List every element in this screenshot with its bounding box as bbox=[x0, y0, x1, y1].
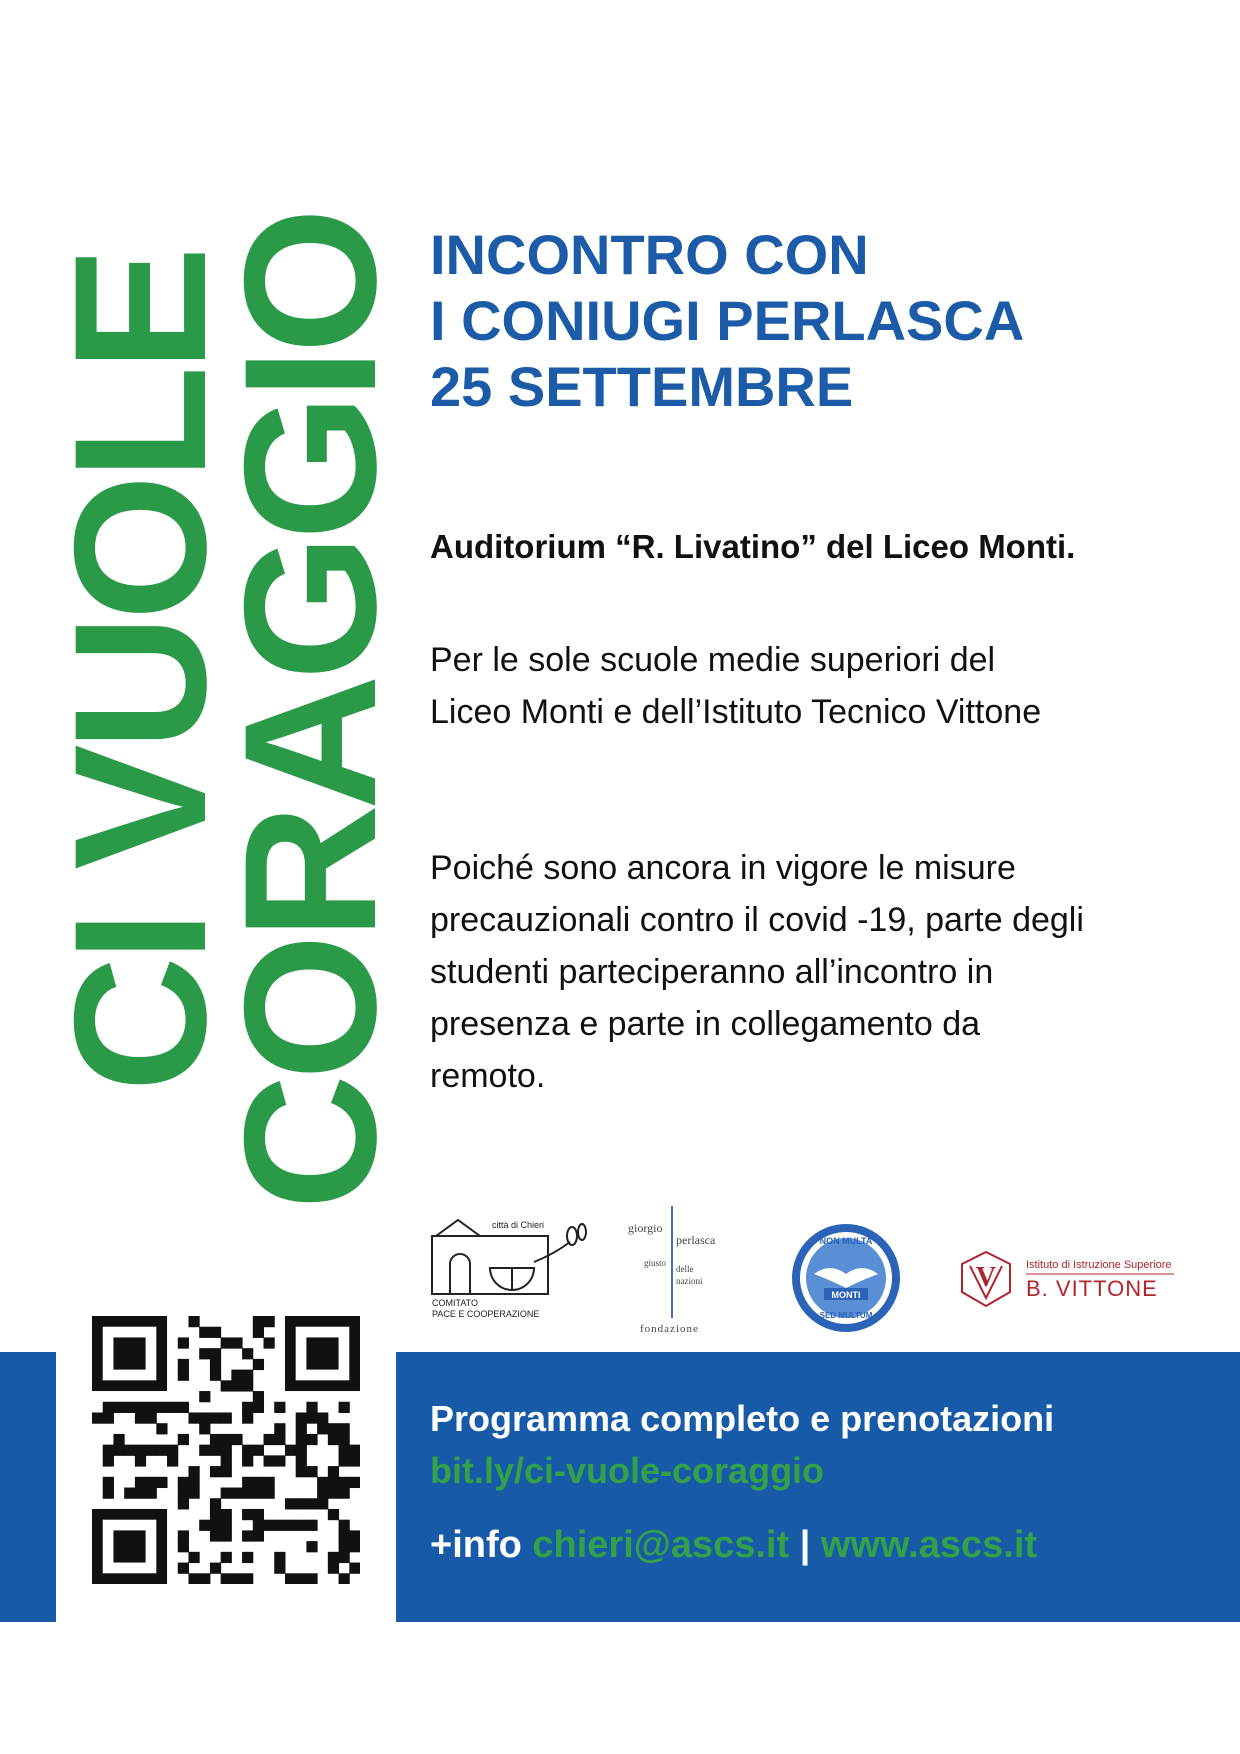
perlasca-foundation-logo bbox=[624, 1206, 734, 1336]
qr-code-icon[interactable] bbox=[92, 1316, 360, 1584]
qr-code-box bbox=[56, 1296, 396, 1622]
headline-line1: INCONTRO CON bbox=[430, 223, 869, 286]
audience-line1: Per le sole scuole medie superiori del bbox=[430, 641, 996, 679]
info-line bbox=[430, 1524, 1037, 1567]
svg-text:B. VITTONE: B. VITTONE bbox=[1026, 1276, 1158, 1301]
program-link[interactable]: bit.ly/ci-vuole-coraggio bbox=[430, 1450, 825, 1491]
vittone-logo-icon bbox=[958, 1248, 1178, 1310]
svg-text:giorgio: giorgio bbox=[628, 1221, 663, 1235]
headline-date: 25 SETTEMBRE bbox=[430, 355, 854, 418]
audience-line2: Liceo Monti e dell’Istituto Tecnico Vittone bbox=[430, 693, 1042, 731]
email-link[interactable]: chieri@ascs.it bbox=[532, 1524, 790, 1566]
monti-seal-icon bbox=[790, 1222, 902, 1334]
perlasca-logo-icon bbox=[624, 1206, 734, 1336]
vittone-institute-logo bbox=[958, 1248, 1178, 1310]
svg-text:giusto: giusto bbox=[644, 1258, 667, 1268]
chieri-logo-icon bbox=[430, 1218, 590, 1320]
svg-text:perlasca: perlasca bbox=[676, 1233, 716, 1247]
audience-paragraph bbox=[430, 634, 1041, 738]
svg-text:nazioni: nazioni bbox=[676, 1276, 703, 1286]
notice-paragraph bbox=[430, 842, 1084, 1102]
svg-text:NON MULTA: NON MULTA bbox=[819, 1236, 873, 1246]
svg-text:COMITATO: COMITATO bbox=[432, 1298, 478, 1308]
website-link[interactable]: www.ascs.it bbox=[820, 1524, 1038, 1566]
vertical-title-line1: CI VUOLE bbox=[35, 252, 245, 1092]
svg-text:PACE E COOPERAZIONE: PACE E COOPERAZIONE bbox=[432, 1309, 540, 1319]
svg-text:MONTI: MONTI bbox=[831, 1290, 861, 1300]
svg-text:fondazione: fondazione bbox=[640, 1323, 699, 1335]
venue-text: Auditorium “R. Livatino” del Liceo Monti. bbox=[430, 528, 1076, 565]
headline-line2: I CONIUGI PERLASCA bbox=[430, 289, 1025, 352]
program-label: Programma completo e prenotazioni bbox=[430, 1398, 1055, 1439]
svg-text:Istituto di Istruzione Superio: Istituto di Istruzione Superiore bbox=[1026, 1259, 1172, 1271]
notice-line2: precauzionali contro il covid -19, parte degli bbox=[430, 901, 1084, 939]
svg-text:SED MULTUM: SED MULTUM bbox=[819, 1311, 873, 1320]
chieri-peace-committee-logo bbox=[430, 1218, 590, 1320]
separator: | bbox=[799, 1524, 811, 1566]
notice-line4: presenza e parte in collegamento da bbox=[430, 1005, 981, 1043]
info-label: +info bbox=[430, 1524, 522, 1566]
svg-text:città di Chieri: città di Chieri bbox=[492, 1220, 545, 1230]
headline bbox=[430, 222, 1024, 420]
notice-line3: studenti parteciperanno all’incontro in bbox=[430, 953, 994, 991]
svg-text:V: V bbox=[975, 1262, 997, 1293]
notice-line1: Poiché sono ancora in vigore le misure bbox=[430, 849, 1016, 887]
liceo-monti-logo bbox=[790, 1222, 902, 1334]
vertical-title-line2: CORAGGIO bbox=[205, 213, 415, 1210]
svg-text:delle: delle bbox=[676, 1264, 694, 1274]
notice-line5: remoto. bbox=[430, 1057, 546, 1095]
